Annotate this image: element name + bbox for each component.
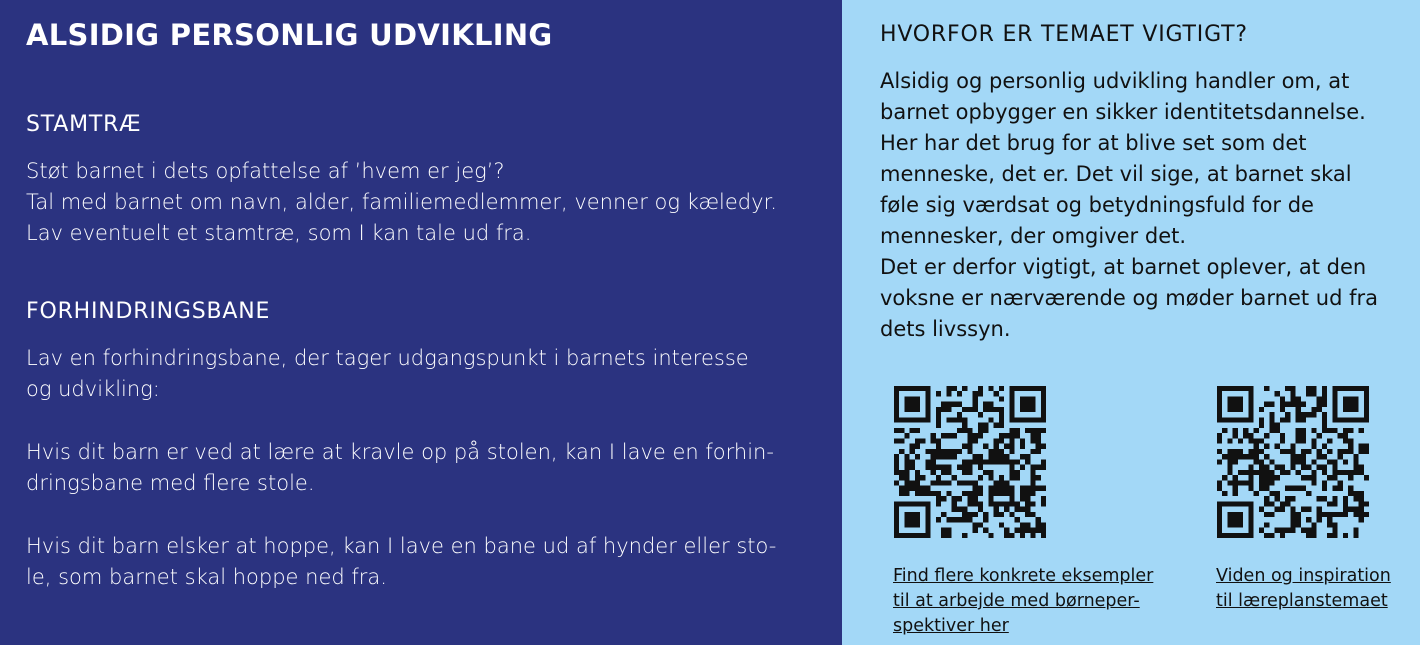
page-title: ALSIDIG PERSONLIG UDVIKLING <box>26 18 553 52</box>
text-line: voksne er nærværende og møder barnet ud fra <box>880 286 1378 310</box>
text-line: Alsidig og personlig udvikling handler om, at <box>880 69 1350 93</box>
text-line: menneske, det er. Det vil sige, at barnet skal <box>880 162 1352 186</box>
text-line: Her har det brug for at blive set som det <box>880 131 1307 155</box>
link-line: til læreplanstemaet <box>1216 591 1388 611</box>
link-line: Viden og inspiration <box>1216 566 1391 586</box>
text-line: barnet opbygger en sikker identitetsdannelse. <box>880 100 1366 124</box>
text-line: Hvis dit barn elsker at hoppe, kan I lave en bane ud af hynder eller sto- <box>26 534 777 558</box>
text-line: le, som barnet skal hoppe ned fra. <box>26 565 387 589</box>
link-knowledge-inspiration[interactable] <box>1216 564 1391 614</box>
text-line: mennesker, der omgiver det. <box>880 224 1187 248</box>
qr-code-icon[interactable] <box>1217 386 1369 538</box>
link-line: Find flere konkrete eksempler <box>893 566 1154 586</box>
right-panel <box>842 0 1420 645</box>
text-line: Det er derfor vigtigt, at barnet oplever, at den <box>880 255 1367 279</box>
link-more-examples[interactable] <box>893 564 1153 639</box>
section-heading-stamtrae: STAMTRÆ <box>26 112 142 137</box>
section-heading-why-important: HVORFOR ER TEMAET VIGTIGT? <box>880 22 1248 47</box>
qr-code-icon[interactable] <box>894 386 1046 538</box>
section-heading-forhindringsbane: FORHINDRINGSBANE <box>26 299 271 324</box>
text-line: Lav en forhindringsbane, der tager udgangspunkt i barnets interesse <box>26 346 749 370</box>
text-line: føle sig værdsat og betydningsfuld for de <box>880 193 1314 217</box>
body-text <box>880 66 1378 345</box>
link-line: til at arbejde med børneper- <box>893 591 1140 611</box>
text-line: dringsbane med flere stole. <box>26 471 315 495</box>
text-line: Støt barnet i dets opfattelse af ’hvem er jeg’? <box>26 159 505 183</box>
text-line: Tal med barnet om navn, alder, familiemedlemmer, venner og kæledyr. <box>26 190 777 214</box>
text-line: Lav eventuelt et stamtræ, som I kan tale ud fra. <box>26 221 532 245</box>
text-line: Hvis dit barn er ved at lære at kravle op på stolen, kan I lave en forhin- <box>26 440 774 464</box>
text-line: dets livssyn. <box>880 317 1011 341</box>
link-line: spektiver her <box>893 616 1009 636</box>
text-line: og udvikling: <box>26 377 160 401</box>
